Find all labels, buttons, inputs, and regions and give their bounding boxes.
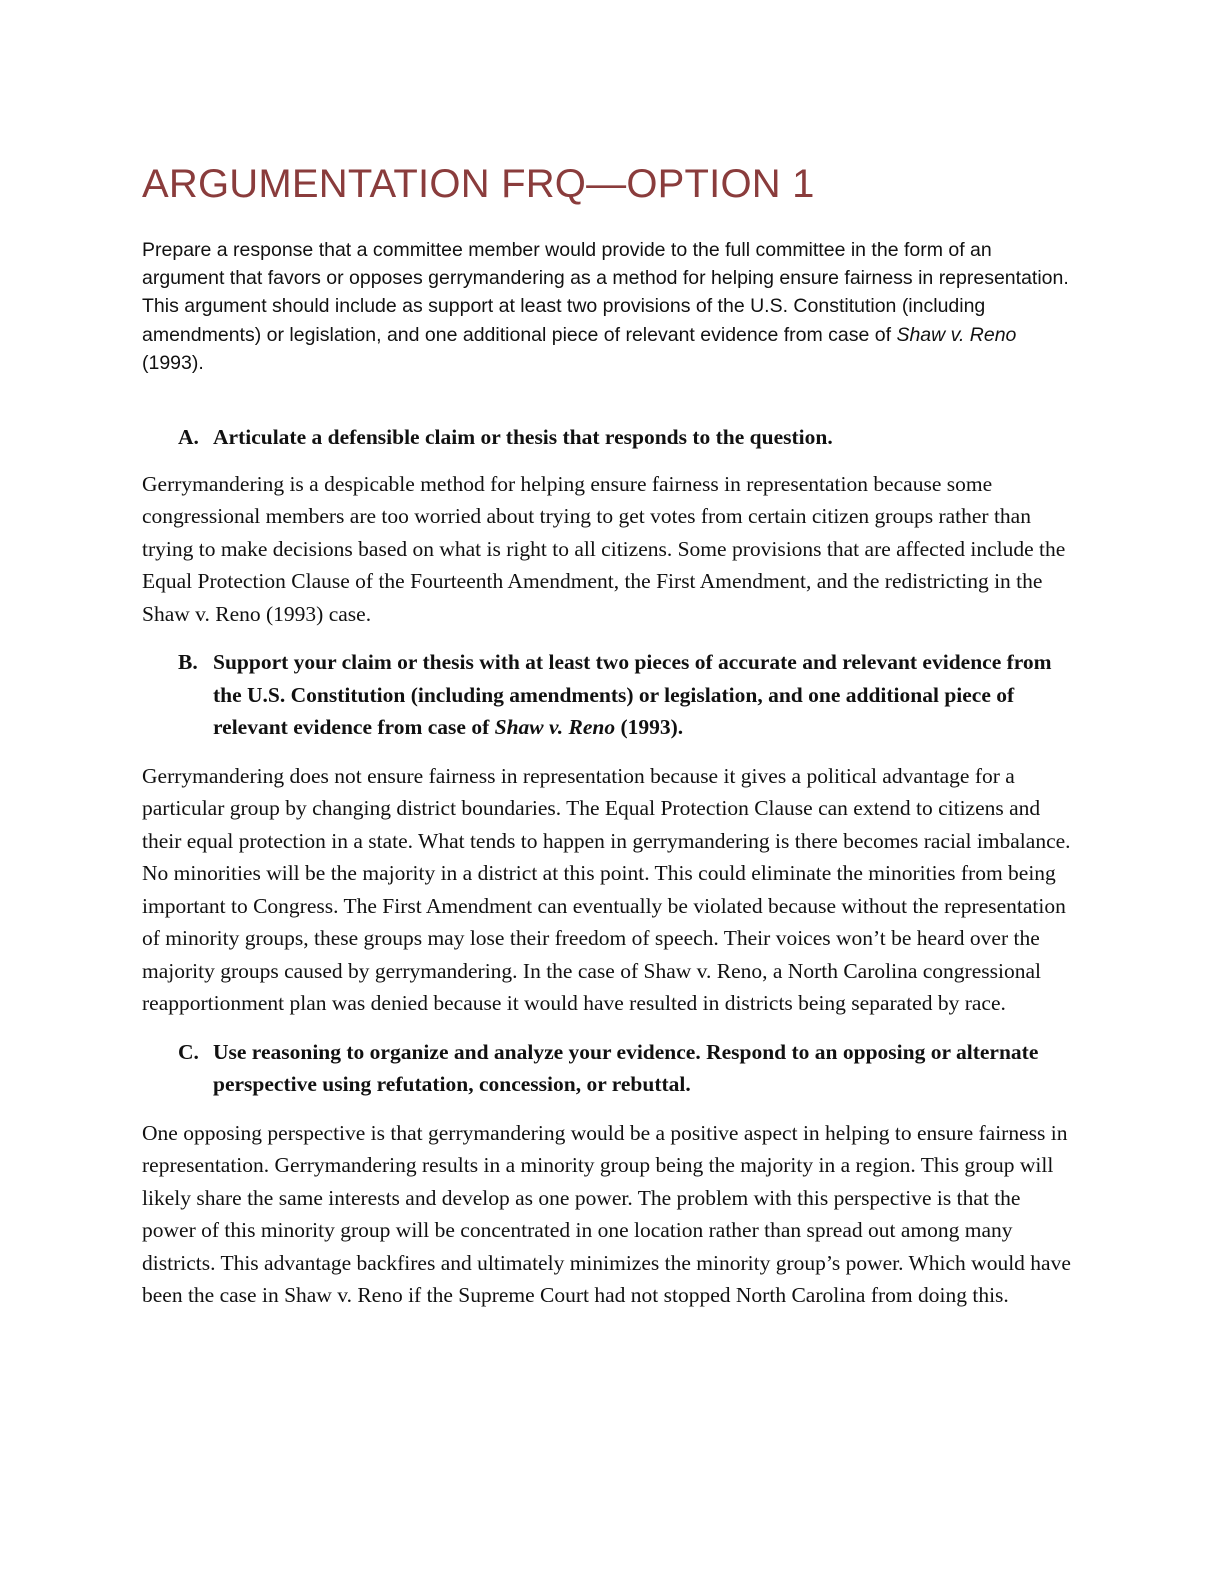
question-b-text-end: (1993). xyxy=(615,715,684,740)
question-b-text-start: Support your claim or thesis with at least two pieces of accurate and relevant evidence from the U.S. Constitution (including amendments) or legislation, and one additional piece of relevant evidence from case of xyxy=(213,650,1052,740)
prompt-text: Prepare a response that a committee member would provide to the full committee in the form of an argument that favors or opposes gerrymandering as a method for helping ensure fairness in representation. This argument should include as support at least two provisions of the U.S. Constitution (including amendments) or legislation, and one additional piece of relevant evidence from case of xyxy=(142,239,1069,346)
question-c xyxy=(142,1036,1072,1101)
answer-b: Gerrymandering does not ensure fairness in representation because it gives a political advantage for a particular group by changing district boundaries. The Equal Protection Clause can extend to citizens and their equal protection in a state. What tends to happen in gerrymandering is there becomes racial imbalance. No minorities will be the majority in a district at this point. This could eliminate the minorities from being important to Congress. The First Amendment can eventually be violated because without the representation of minority groups, these groups may lose their freedom of speech. Their voices won’t be heard over the majority groups caused by gerrymandering. In the case of Shaw v. Reno, a North Carolina congressional reapportionment plan was denied because it would have resulted in districts being separated by race. xyxy=(142,763,1071,1016)
prompt-paragraph xyxy=(142,236,1072,377)
question-c-text: Use reasoning to organize and analyze your evidence. Respond to an opposing or alternate perspective using refutation, concession, or rebuttal. xyxy=(213,1039,1039,1097)
question-b-case-name: Shaw v. Reno xyxy=(494,715,616,740)
prompt-text-end: (1993). xyxy=(142,351,204,374)
prompt-case-name: Shaw v. Reno xyxy=(896,323,1017,346)
answer-c: One opposing perspective is that gerrymandering would be a positive aspect in helping to ensure fairness in representation. Gerrymandering results in a minority group being the majority in a region. This group will likely share the same interests and develop as one power. The problem with this perspective is that the power of this minority group will be concentrated in one location rather than spread out among many districts. This advantage backfires and ultimately minimizes the minority group’s power. Which would have been the case in Shaw v. Reno if the Supreme Court had not stopped North Carolina from doing this. xyxy=(142,1120,1071,1308)
question-c-letter: C. xyxy=(178,1039,199,1064)
document-page xyxy=(142,160,1072,1312)
answer-a: Gerrymandering is a despicable method for helping ensure fairness in representation because some congressional members are too worried about trying to get votes from certain citizen groups rather than trying to make decisions based on what is right to all citizens. Some provisions that are affected include the Equal Protection Clause of the Fourteenth Amendment, the First Amendment, and the redistricting in the Shaw v. Reno (1993) case. xyxy=(142,471,1066,626)
question-a xyxy=(142,421,1072,454)
document-title: ARGUMENTATION FRQ—OPTION 1 xyxy=(142,162,815,206)
question-a-letter: A. xyxy=(178,425,199,450)
question-b-letter: B. xyxy=(178,650,198,675)
question-b-text xyxy=(213,646,1072,744)
question-b xyxy=(142,646,1072,744)
question-a-text: Articulate a defensible claim or thesis that responds to the question. xyxy=(213,425,833,450)
